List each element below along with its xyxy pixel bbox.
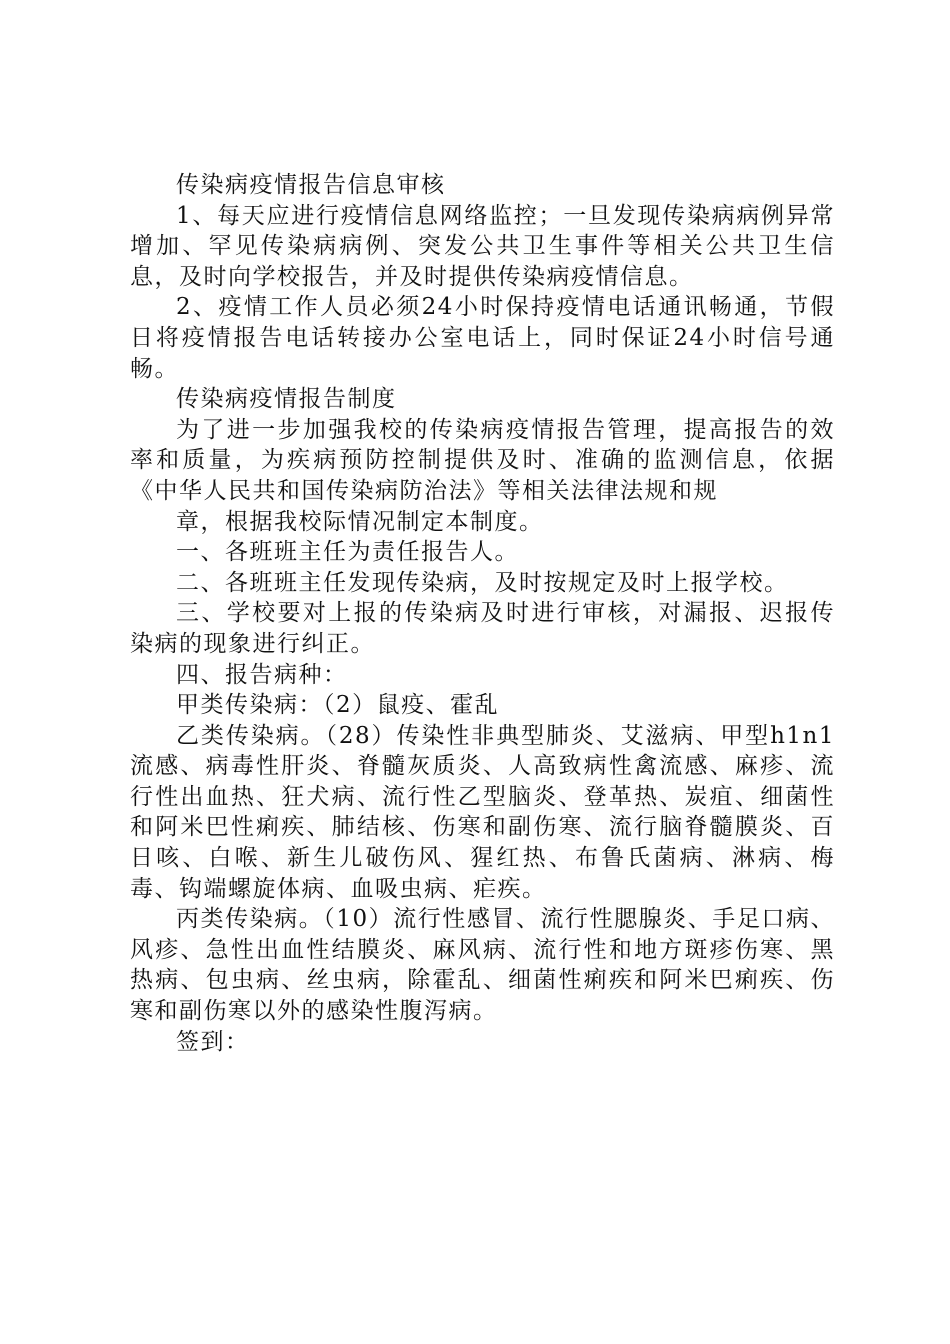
class-c-diseases: 丙类传染病。（10）流行性感冒、流行性腮腺炎、手足口病、风疹、急性出血性结膜炎、麻风病、流行性和地方斑疹伤寒、黑热病、包虫病、丝虫病，除霍乱、细菌性痢疾和阿米巴痢疾、伤寒和副伤寒以外的感染性腹泻病。 [130,906,835,1025]
rule-1: 一、各班班主任为责任报告人。 [176,539,519,566]
class-a-diseases: 甲类传染病：（2）鼠疫、霍乱 [176,692,500,719]
document-body [130,170,835,1057]
section1-item-2: 2、疫情工作人员必须24小时保持疫情电话通讯畅通，节假日将疫情报告电话转接办公室电话上，同时保证24小时信号通畅。 [130,294,835,382]
section2-intro: 为了进一步加强我校的传染病疫情报告管理，提高报告的效率和质量，为疾病预防控制提供及时、准确的监测信息，依据《中华人民共和国传染病防治法》等相关法律法规和规 [130,416,835,504]
class-b-diseases: 乙类传染病。（28）传染性非典型肺炎、艾滋病、甲型h1n1流感、病毒性肝炎、脊髓灰质炎、人高致病性禽流感、麻疹、流行性出血热、狂犬病、流行性乙型脑炎、登革热、炭疽、细菌性和阿米巴性痢疾、肺结核、伤寒和副伤寒、流行脑脊髓膜炎、百日咳、白喉、新生儿破伤风、猩红热、布鲁氏菌病、淋病、梅毒、钩端螺旋体病、血吸虫病、疟疾。 [130,722,835,902]
signin-label: 签到： [176,1028,250,1055]
section1-item-1: 1、每天应进行疫情信息网络监控；一旦发现传染病病例异常增加、罕见传染病病例、突发公共卫生事件等相关公共卫生信息，及时向学校报告，并及时提供传染病疫情信息。 [130,202,835,290]
section2-title: 传染病疫情报告制度 [176,386,397,413]
rule-3: 三、学校要对上报的传染病及时进行审核，对漏报、迟报传染病的现象进行纠正。 [130,600,835,657]
rule-2: 二、各班班主任发现传染病，及时按规定及时上报学校。 [176,569,789,596]
rule-4: 四、报告病种： [176,661,348,688]
section2-intro-continued: 章，根据我校际情况制定本制度。 [176,508,544,535]
section1-title: 传染病疫情报告信息审核 [176,172,446,198]
